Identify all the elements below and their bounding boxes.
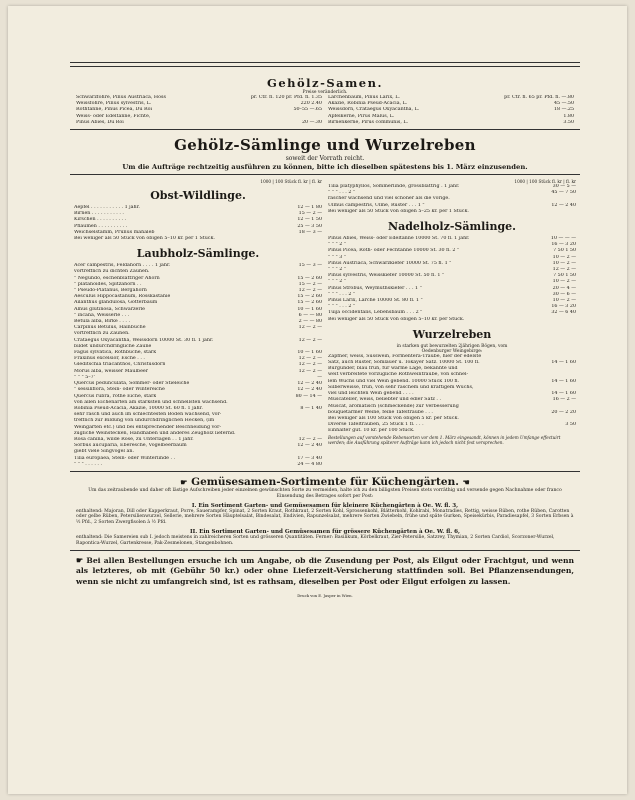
item-name: Einhalter gut. 10 kr. per 100 Stück.	[328, 428, 415, 434]
item-price: 15 — 3 —	[298, 263, 322, 269]
item-name: bouquetarmer Weine, feine Tafeltraube . . .	[328, 409, 433, 415]
item-price: 15 — 2 —	[298, 211, 322, 217]
item-price: 12 — 1 80	[297, 205, 322, 211]
item-name: " platanoides, Spitzahorn . .	[74, 281, 142, 287]
item-price: 25 — 3 50	[297, 223, 322, 229]
item-name: " " " 5–7'	[74, 374, 96, 380]
item-price: 45 —.50	[553, 101, 574, 107]
gemuese-title-text: Gemüsesamen-Sortimente für Küchengärten.	[191, 475, 459, 488]
item-name: trefflich zur Bildung von undurchdringlichen Hecken, (im	[74, 418, 215, 424]
item-price: 10 — 2 —	[552, 260, 576, 266]
item-price: 8 — 1 40	[300, 405, 322, 411]
item-price: 12 — 2 —	[298, 325, 322, 331]
item-name: Satz, auch Ruster, Somlauer u. Tokayer Satz. 10000 St. 100 fl.	[328, 360, 480, 366]
item-name: Apfelkerne, Pirus Malus, L.	[328, 113, 395, 119]
item-price: 14 — 1 60	[551, 360, 576, 366]
item-price: 12 — 2 —	[298, 362, 322, 368]
item-price: 15 — 2 —	[298, 281, 322, 287]
item-price: 7 50 1 50	[553, 248, 576, 254]
item-price: 16 — 3 20	[551, 304, 576, 310]
item-price: 6 — — 80	[298, 312, 322, 318]
item-price: 80 — 14 —	[295, 393, 322, 399]
item-price: 30 — 5 —	[552, 184, 576, 190]
pointing-hand-icon: ☛	[180, 476, 188, 487]
item-name: zügliche Weinstecken, Handhaben und anderes Zeugholz liefernd.	[74, 430, 236, 436]
price-table-left	[74, 179, 322, 468]
tilia-ulmus-rows	[328, 184, 576, 215]
item-name: giebt viele Singvögel an.	[74, 449, 134, 455]
item-price: 12 — 2 —	[298, 356, 322, 362]
item-price: 12 — 2 —	[552, 267, 576, 273]
price-table	[70, 179, 580, 468]
item-name: " " " 2 "	[328, 267, 346, 273]
item-price	[573, 317, 576, 323]
item-name: viel und leichten Wein gebend . . . .	[328, 391, 414, 397]
item-name: Weiss- oder Edeltanne, Fichte,	[76, 113, 151, 119]
saemlinge-subtitle: soweit der Vorrath reicht.	[285, 155, 365, 163]
item-name: " " " 2 "	[328, 242, 346, 248]
item-name: Burgunder, blau früh, für warme Lage, bekannte und	[328, 366, 458, 372]
seed-list-right	[328, 95, 574, 126]
page-title: Gehölz-Samen.	[267, 76, 383, 90]
item-name: Muscat, aromatisch (schmeckende) zur Verbesserung	[328, 403, 459, 409]
wurzelreben-rows	[328, 354, 576, 435]
item-name: " Negundo, eschenblättriger Ahorn	[74, 275, 160, 281]
item-name: " sessiliflora, Stein- oder Wintereiche	[74, 387, 165, 393]
column-header: 1000 | 100 Stück fl. kr | fl. kr	[260, 179, 322, 185]
price-table-right	[328, 179, 576, 468]
item-name: Fagus sylvatica, Rothbuche, stark	[74, 350, 157, 356]
item-name: bildet undurchdringliche Zäune	[74, 343, 152, 349]
section-title-laubholz: Laubholz-Sämlinge.	[136, 247, 260, 261]
item-price: 12 — 2 —	[298, 337, 322, 343]
item-price: 7 50 1 50	[553, 273, 576, 279]
divider	[70, 550, 580, 551]
item-name: Betula alba, Birke . . . .	[74, 319, 130, 325]
wurzelreben-note: Bestellungen auf vorstehende Rebensorten vor dem 1. März eingesandt, können in jedem Umfange effectuirt werden; die Ausführung späterer Aufträge kann ich jedoch nicht fest versprechen.	[328, 434, 561, 445]
seed-price-list	[70, 95, 580, 126]
item-name: Weichselstamm, Prunus mahaleb	[74, 229, 155, 235]
item-name: Ailanthus glandulosa, Götterbaum	[74, 300, 158, 306]
section-title-nadelholz: Nadelholz-Sämlinge.	[388, 220, 516, 234]
item-name: Aesculus Hippocastanum, Rosskastanie	[74, 294, 171, 300]
item-name: Birnen . . . . . . . . . . .	[74, 211, 124, 217]
item-price: 18 — 3 —	[298, 229, 322, 235]
item-price: 45 — 7 50	[551, 190, 576, 196]
item-name: Lärchenbaum, Pinus Larix, L.	[328, 95, 400, 100]
item-price: 10 — 2 —	[552, 279, 576, 285]
item-price: 220 2.40	[300, 101, 322, 107]
item-price: 14 — 1 60	[551, 378, 576, 384]
item-name: Silberweisse, früh, von sehr raschem und kräftigem Wuchs,	[328, 384, 474, 390]
item-name: Weissföhre, Pinus sylvestris, L.	[76, 101, 152, 107]
price-row	[74, 236, 322, 242]
item-name: Diverse Tafeltrauben, 25 Stück 1 fl. . . .	[328, 422, 424, 428]
item-name: Aepfel . . . . . . . . . . . 1 jähr.	[74, 205, 140, 211]
item-price: 12 — 2 —	[298, 436, 322, 442]
item-name: Bei weniger als 50 Stück von obigen 5–25 kr. per 1 Stück.	[328, 208, 469, 214]
printer-imprint: Druck von E. Jasper in Wien.	[297, 593, 353, 599]
item-name: Zapfner, weiss, Süsswein, Formentera-Traube, hier der edelste	[328, 353, 482, 359]
item-price: 50–55 —.65	[293, 107, 322, 113]
item-price: 3 50	[565, 422, 576, 428]
wurzelreben-intro: Oedenburger Weingebirge:	[421, 348, 483, 354]
item-name: Sorbus aucuparia, Eberesche, Vogelbeerbaum	[74, 443, 187, 449]
sortiment-1-text: enthaltend: Majoran, Dill oder Kapperkraut, Porre, Sauerampfer, Spinat, 2 Sorten Kraut, Rothkraut, 2 Sorten Kohl, Sprossenkohl, Blätterkohl, Kohlrabi, Monatradies, Rettig, weisse Rüben, rothe Rüben, Carotten oder gelbe Rüben, Petersilienwurzel, Sellerie, mehrere Sorten Häuptelsalat, Bindesalat, Endivien, Rapunzelsalat, mehrere Sorten Zwiebeln, frühe und späte Gurken, Speisekürbis, Paradiesapfel, 3 Sorten Erbsen à ½ Pfd., 2 Sorten Zwergfisolen à ½ Pfd.	[76, 508, 574, 526]
item-name: Quercus pedunculata, Sommer- oder Stieleiche	[74, 381, 190, 387]
saemlinge-title: Gehölz-Sämlinge und Wurzelreben	[174, 136, 476, 155]
item-price: 10 — 1 60	[297, 350, 322, 356]
item-name: Bei weniger als 50 Stück von obigen 5–10 kr. per Stück.	[328, 316, 465, 322]
item-name: Birnenkerne, Pirus communis, L.	[328, 119, 409, 125]
item-price: —	[317, 374, 322, 380]
obst-rows	[74, 205, 322, 242]
price-row	[74, 462, 322, 468]
item-name: Tilia europaea, Stein- oder Winterlinde . .	[74, 455, 176, 461]
item-price: 12 — 2 40	[551, 202, 576, 208]
item-price: 32 — 6 40	[551, 310, 576, 316]
item-name: Acer campestris, Feldahorn . . . . 1 jähr.	[74, 263, 171, 269]
item-name: " " " . . . 2 "	[328, 291, 356, 297]
item-price: pr. Ctr. fl. 65 pr. Pfd. fl. —.80	[504, 95, 574, 100]
item-name: " " " 3 "	[328, 254, 346, 260]
item-name: Pinus sylvestris, Weisskiefer 10000 St. 50 fl. 1 "	[328, 273, 445, 279]
item-name: sehr rasch und auch im schlechtesten Boden wachsend, vor-	[74, 412, 222, 418]
item-name: Pinus Austriaca, Schwarzkiefer 10000 St. 75 fl. 1 "	[328, 260, 452, 266]
divider	[70, 174, 580, 175]
item-name: Tilia platyphyllos, Sommerlinde, grossblättrig . 1 jähr.	[328, 184, 460, 190]
shipping-notice	[70, 555, 580, 588]
item-price: 10 — 2 —	[552, 298, 576, 304]
item-name: Kirschen . . . . . . . . . .	[74, 217, 127, 223]
item-name: Quercus rubra, rothe Eiche, stark	[74, 393, 157, 399]
paper-sheet	[8, 6, 627, 794]
nadelholz-rows	[328, 236, 576, 323]
sortiment-1-title: I. Ein Sortiment Garten- und Gemüsesamen für kleinere Küchengärten à Oe. W. fl. 3,	[191, 502, 459, 509]
item-name: vortrefflich zu Zäunen.	[74, 331, 130, 337]
item-name: " " " 2 "	[328, 279, 346, 285]
item-name: Schwarzföhre, Pinus Austriaca, Höss	[76, 95, 166, 100]
item-price: 17 — 3 40	[297, 455, 322, 461]
item-price: 18 —.25	[553, 107, 574, 113]
item-price: 30 — 6 —	[552, 291, 576, 297]
item-price: 12 — 2 40	[297, 387, 322, 393]
divider	[70, 129, 580, 130]
wurzelreben-intro: in starken gut bewurzelten 2jährigen Bögen, vom	[396, 343, 508, 349]
item-name: Rosa canina, wilde Rose, zu Unterlagen . . 1 jähr.	[74, 436, 194, 442]
page-subtitle: Preise veränderlich.	[302, 90, 348, 95]
item-price: 10 — 2 —	[552, 254, 576, 260]
pointing-hand-icon: ☛	[76, 554, 84, 565]
sortiment-2-text: enthaltend: Die Samereien sub I. jedoch meistens in zahlreicheren Sorten und grösseren Quantitäten. Ferner: Basilikum, Körbelkraut, Zier-Petersilie, Satzrey, Thymian, 2 Sorten Cardiol, Scorzoner-Wurzel, Rapontica-Wurzel, Gartenkresse, Pak-Zesmelonen, Stangenbohnen.	[76, 534, 555, 546]
gemuese-title	[70, 476, 580, 488]
item-name: " Pseudo-Platanus, Bergahorn	[74, 288, 147, 294]
item-price: 20 — 2 20	[551, 409, 576, 415]
item-name: Muscateller, weiss, beliebter und edler Satz . .	[328, 397, 441, 403]
item-price: 12 — 2 —	[298, 288, 322, 294]
item-price	[573, 209, 576, 215]
item-name: Robinia Pseud-Acacia, Akazie, 10000 St. 60 fl. 1 jähr.	[74, 405, 203, 411]
item-price	[319, 236, 322, 242]
document-frame	[70, 62, 580, 785]
saemlinge-notice: Um die Aufträge rechtzeitig ausführen zu können, bitte ich dieselben spätestens bis 1. März einzusenden.	[122, 163, 528, 172]
item-name: Crataegus Oxyacantha, Weissdorn 10000 St. 30 fl. 1 jähr.	[74, 337, 214, 343]
item-name: Pinus Strobus, Weymuthskiefer . . . 1 "	[328, 285, 422, 291]
item-name: Pflaumen . . . . . . . . . .	[74, 223, 128, 229]
item-name: Akazie, Robinia Pseud-Acacia, L.	[328, 101, 408, 107]
item-name: Pinus Larix, Lärche 10000 St. 80 fl. 1 "	[328, 298, 423, 304]
item-price: 15 — 2 60	[297, 300, 322, 306]
item-name: Weissdorn, Crataegus Oxyacantha, L.	[328, 107, 420, 113]
item-name: Carpinus Betulus, Hainbuche	[74, 325, 146, 331]
item-name: Morus alba, weisser Maulbeer	[74, 368, 149, 374]
section-title-wurzelreben: Wurzelreben	[412, 327, 492, 341]
item-price: 3.50	[563, 119, 574, 125]
item-price: 10 — 1 60	[297, 306, 322, 312]
seed-list-left	[76, 95, 322, 126]
price-row	[76, 120, 322, 126]
item-price: 14 — 1 60	[551, 391, 576, 397]
item-price: 12 — 2 40	[297, 381, 322, 387]
item-price	[573, 428, 576, 434]
item-name: rascher wachsend und viel schöner als die vorige.	[328, 196, 450, 202]
item-name: von allen Eichenarten am stärksten und schnellsten wachsend.	[74, 399, 228, 405]
item-name: Bei weniger als 100 Stück von obigen 5 kr. per Stück.	[328, 415, 459, 421]
laubholz-rows	[74, 263, 322, 468]
item-price: 15 — 2 60	[297, 275, 322, 281]
item-price: 12 — 2 —	[298, 368, 322, 374]
section-title-obst: Obst-Wildlinge.	[150, 189, 246, 203]
item-name: Rothtanne, Pinus Picea, Du Roi	[76, 107, 152, 113]
sortiment-2-title: II. Ein Sortiment Garten- und Gemüsesamen für grössere Küchengärten à Oe. W. fl. 6,	[190, 528, 460, 535]
item-name: Alnus glutinosa, Schwarzerle	[74, 306, 146, 312]
item-price: 16 — 3 20	[551, 242, 576, 248]
item-name: Weingärten etc.) und bei entsprechender Beschneidung vor-	[74, 424, 222, 430]
item-name: lem Wuchs und viel Wein gebend. 10000 Stück 100 fl.	[328, 378, 460, 384]
item-name: " incana, Weisserle . . .	[74, 312, 130, 318]
item-name: Fraxinus excelsior, Esche . . .	[74, 356, 145, 362]
price-row	[328, 120, 574, 126]
item-name: " " " . . . . . .	[74, 461, 102, 467]
item-price: pr. Ctr. fl. 120 pr. Pfd. fl. 1.35	[250, 95, 322, 100]
item-price: 12 — 1 50	[297, 217, 322, 223]
item-name: Pinus Abies, Weiss- oder Edeltanne 10000 St. 70 fl. 1 jähr.	[328, 236, 470, 242]
gemuese-intro: Um das zeitraubende und daher oft lästige Aufschreiben jeder einzelnen gewünschten Sorte zu vermeiden, halte ich zu den billigsten Preisen stets vorräthig und versende gegen Nachnahme oder franco Einsendung des Betrages sofort per Post:	[88, 487, 562, 499]
item-price: 2 — — 80	[298, 319, 322, 325]
item-name: Ulmus campestris, Ulme, Rüster . . . 1 "	[328, 202, 425, 208]
item-name: Pinus Picea, Roth- oder Fechtanne 10000 St. 30 fl. 2 "	[328, 248, 460, 254]
price-row	[328, 209, 576, 215]
shipping-notice-text: Bei allen Bestellungen ersuche ich um Angabe, ob die Zusendung per Post, als Eilgut oder Frachtgut, und wenn als letzteres, ob mit (Gebühr 50 kr.) oder ohne Lieferzeit-Versicherung stattfinden soll. Bei Pflanzensendungen, wenn sie nicht zu umfangreich sind, ist es rathsam, dieselben per Post oder Eilgut erfolgen zu lassen.	[76, 555, 574, 586]
item-name: Pinus Abies, Du Roi	[76, 119, 124, 125]
item-price: 15 — 2 60	[297, 294, 322, 300]
item-name: " " " . . . 2 "	[328, 304, 356, 310]
item-name: Bei weniger als 50 Stück von obigen 5–10 kr. per 1 Stück.	[74, 236, 215, 242]
item-name: vortrefflich zu dichten Zäunen.	[74, 269, 150, 275]
item-price: 12 — 2 40	[297, 443, 322, 449]
divider	[70, 471, 580, 472]
item-name: Tuija occidentalis, Lebensbaum . . . 2 "	[328, 310, 423, 316]
item-name: Gleditschia triacanthos, Christusdorn	[74, 362, 166, 368]
price-row	[328, 317, 576, 323]
item-price: 20 —.30	[301, 119, 322, 125]
column-header: 1000 | 100 Stück fl. kr | fl. kr	[514, 179, 576, 185]
pointing-hand-icon: ☚	[462, 476, 470, 487]
item-name: " " " . . . 2 "	[328, 190, 356, 196]
item-price: 16 — 2 —	[552, 397, 576, 403]
item-name: weit verbreitete vorzügliche Rothweintraube, von schnel-	[328, 372, 469, 378]
item-price: 1.80	[563, 113, 574, 119]
item-price: 20 — 4 —	[552, 285, 576, 291]
item-price: 24 — 4 80	[297, 461, 322, 467]
item-price: 10 — — —	[550, 236, 576, 242]
